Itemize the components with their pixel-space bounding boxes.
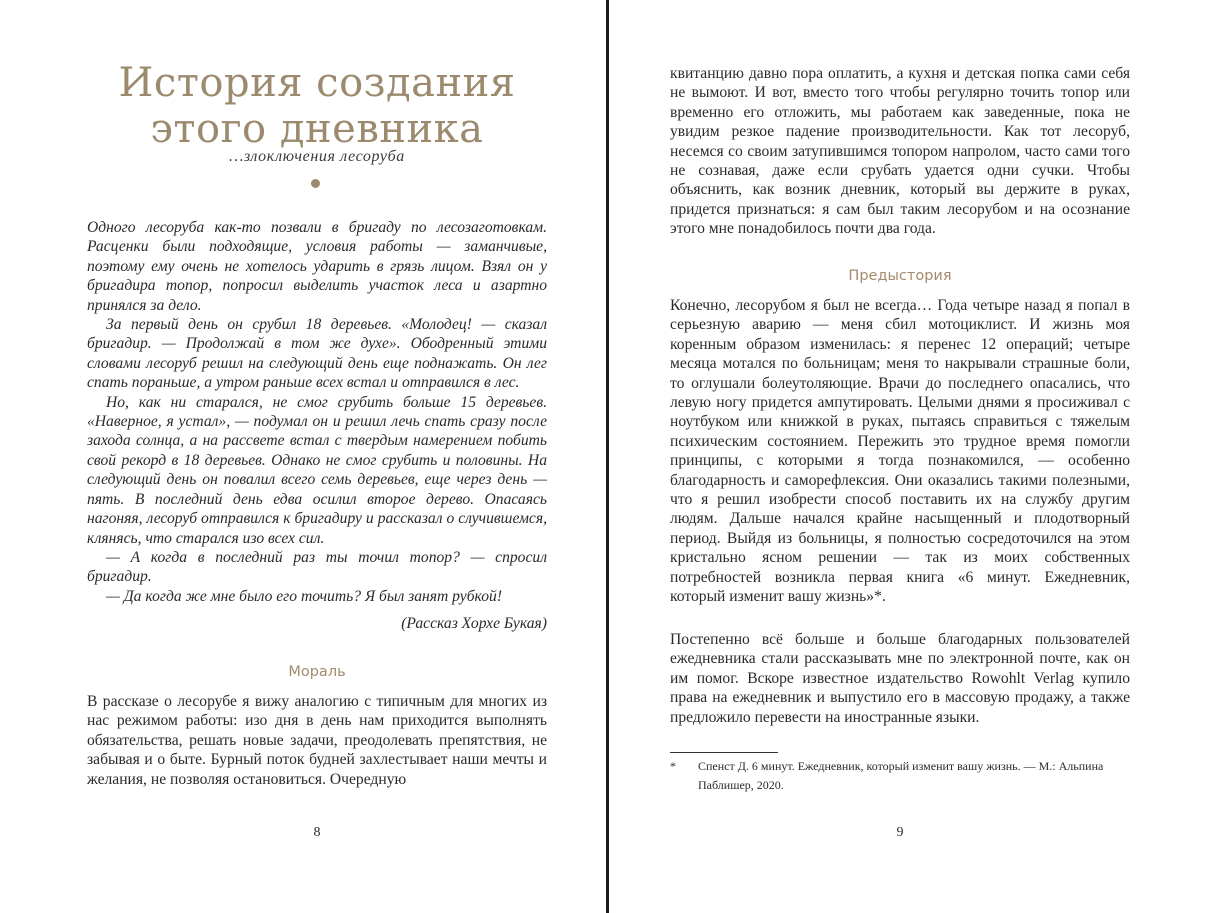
story-attribution: (Рассказ Хорхе Букая) — [401, 615, 547, 633]
page-number: 8 — [313, 825, 321, 840]
parable-story — [87, 218, 547, 634]
final-paragraph: Постепенно всё больше и больше благодарных пользователей ежедневника стали рассказывать мне по электронной почте, как он им помог. Вскоре известное издательство Rowohlt Verlag купило права на ежедневник и выпустило его в массовую продажу, а также предложило перевести на иностранные языки. — [670, 631, 1130, 726]
footnote-mark: * — [670, 759, 676, 773]
story-paragraph: За первый день он срубил 18 деревьев. «Молодец! — сказал бригадир. — Продолжай в том же духе». Ободренный этими словами лесоруб решил на следующий день еще поднажать. Он лег спать пораньше, а утром раньше всех встал и отправился в лес. — [87, 316, 547, 392]
final-text — [670, 630, 1130, 727]
chapter-title — [87, 60, 547, 152]
footnote-text-line2: Паблишер, 2020. — [698, 778, 784, 792]
title-line-2: этого дневника — [150, 106, 484, 152]
moral-text — [87, 692, 547, 789]
section-heading-prehistory: Предыстория — [848, 268, 952, 284]
story-dialogue: — Да когда же мне было его точить? Я был занят рубкой! — [106, 587, 503, 605]
story-dialogue: — А когда в последний раз ты точил топор? — спросил бригадир. — [87, 548, 547, 586]
ornament-dot — [311, 179, 320, 188]
prehistory-paragraph: Конечно, лесорубом я был не всегда… Года четыре назад я попал в серьезную аварию — меня сбил мотоциклист. И жизнь моя коренным образом изменилась: я перенес 12 операций; четыре месяца мотался по больницам; меня то накрывали страшные боли, то оглушали болеутоляющие. Врачи до последнего опасались, что левую ногу придется ампутировать. Целыми днями я просиживал с ноутбуком или книжкой в руках, пытаясь справиться с тяжелым психическим состоянием. Пережить это трудное время помогли принципы, с которыми я тогда познакомился, — особенно благодарность и саморефлексия. Они оказались такими полезными, что я решил изобрести способ поставить их на службу другим людям. Дальше начался крайне насыщенный и плодотворный период. Выйдя из больницы, я полностью сосредоточился на этом кристально ясном решении — так из моих собственных потребностей возникла первая книга «6 минут. Ежедневник, который изменит вашу жизнь»*. — [670, 297, 1130, 606]
footnote-text-line1: Спенст Д. 6 минут. Ежедневник, который изменит вашу жизнь. — М.: Альпина — [698, 759, 1104, 773]
continuation-paragraph: квитанцию давно пора оплатить, а кухня и детская попка сами себя не вымоют. И вот, вместо того чтобы регулярно точить топор или временно его отложить, мы работаем как заведенные, пока не увидим резкое падение производительности. Как тот лесоруб, несемся со своим затупившимся топором напролом, часто сами того не сознавая, даже если срубать удается одни сучки. Чтобы объяснить, как возник дневник, который вы держите в руках, придется признаться: я сам был таким лесорубом и на осознание этого мне понадобилось почти два года. — [670, 65, 1130, 238]
story-paragraph: Но, как ни старался, не смог срубить больше 15 деревьев. «Наверное, я устал», — подумал он и решил лечь спать сразу после захода солнца, а на рассвете встал с твердым намерением побить свой рекорд в 18 деревьев. Однако не смог срубить и половины. На следующий день он повалил всего семь деревьев, еще через день — пять. В последний день едва осилил второе дерево. Опасаясь нагоняя, лесоруб отправился к бригадиру и рассказал о случившемся, клянясь, что старался изо всех сил. — [87, 393, 547, 547]
footnote — [670, 757, 1130, 795]
story-paragraph: Одного лесоруба как-то позвали в бригаду по лесозаготовкам. Расценки были подходящие, условия работы — заманчивые, поэтому ему очень не хотелось ударить в грязь лицом. Взял он у бригадира топор, попросил выделить участок леса и азартно принялся за дело. — [87, 219, 547, 314]
continuation-text — [670, 64, 1130, 239]
chapter-subtitle: …злоключения лесоруба — [229, 148, 405, 165]
footnote-rule — [670, 752, 778, 753]
title-line-1: История создания — [118, 60, 516, 106]
page-number: 9 — [896, 825, 904, 840]
moral-paragraph: В рассказе о лесорубе я вижу аналогию с типичным для многих из нас режимом работы: изо дня в день нам приходится выполнять обязательства, решать новые задачи, преодолевать препятствия, не забывая и о быте. Бурный поток будней захлестывает наши мечты и желания, не позволяя остановиться. Очередную — [87, 693, 547, 788]
section-heading-moral: Мораль — [288, 664, 346, 680]
prehistory-text — [670, 296, 1130, 607]
